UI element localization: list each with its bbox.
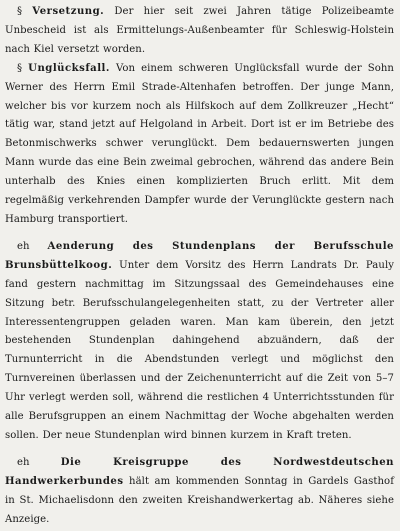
article-body: Unter dem Vorsitz des Herrn Landrats Dr. Pauly fand gestern nachmittag im Sitzungssaal des Gemeindehauses eine Sitzung betr. Berufsschulangelegenheiten statt, zu der Vertreter aller Interessentengruppen geladen waren. Man kam überein, den jetzt bestehenden Stundenplan dahingehend abzuändern, daß der Turnunterricht in die Abendstunden verlegt und möglichst den Turnvereinen überlassen und der Zeichenunterricht auf die Zeit von 5–7 Uhr verlegt werden soll, während die restlichen 4 Unterrichtsstunden für alle Berufsgruppen an einem Nachmittag der Woche abgehalten werden sollen. Der neue Stundenplan wird binnen kurzem in Kraft treten.	[5, 259, 394, 441]
article-body: hält am kommenden Sonntag in Gardels Gasthof in St. Michaelisdonn den zweiten Kreishandwerkertag ab. Näheres siehe Anzeige.	[5, 475, 394, 525]
article-heading: Die Kreisgruppe des Nordwestdeutschen Handwerkerbundes	[5, 456, 394, 487]
article-stundenplan	[5, 238, 394, 446]
article-body: Der hier seit zwei Jahren tätige Polizeibeamte Unbescheid ist als Ermittelungs-Außenbeamter für Schleswig-Holstein nach Kiel versetzt worden.	[5, 6, 394, 55]
section-sign: §	[17, 6, 23, 17]
article-body: Von einem schweren Unglücksfall wurde der Sohn Werner des Herrn Emil Strade-Altenhafen betroffen. Der junge Mann, welcher bis vor kurzem noch als Hilfskoch auf dem Zollkreuzer „Hecht“ tätig war, stand jetzt auf Helgoland in Arbeit. Dort ist er im Betriebe des Betonmischwerks schwer verunglückt. Dem bedauernswerten jungen Mann wurde das eine Bein zweimal gebrochen, während das andere Bein unterhalb des Knies einen komplizierten Bruch erlitt. Mit dem regelmäßig verkehrenden Dampfer wurde der Verunglückte gestern nach Hamburg transportiert.	[5, 62, 394, 225]
section-sign: §	[17, 62, 23, 74]
article-heading: Aenderung des Stundenplans der Berufsschule Brunsbüttelkoog.	[5, 240, 394, 271]
article-heading: Unglücksfall.	[28, 62, 110, 74]
article-kreisgruppe	[5, 454, 394, 530]
article-ungluecksfall	[5, 60, 394, 230]
article-heading: Versetzung.	[32, 6, 105, 17]
author-sigil: eh	[17, 240, 30, 252]
article-versetzung	[5, 3, 394, 60]
author-sigil: eh	[17, 456, 30, 468]
